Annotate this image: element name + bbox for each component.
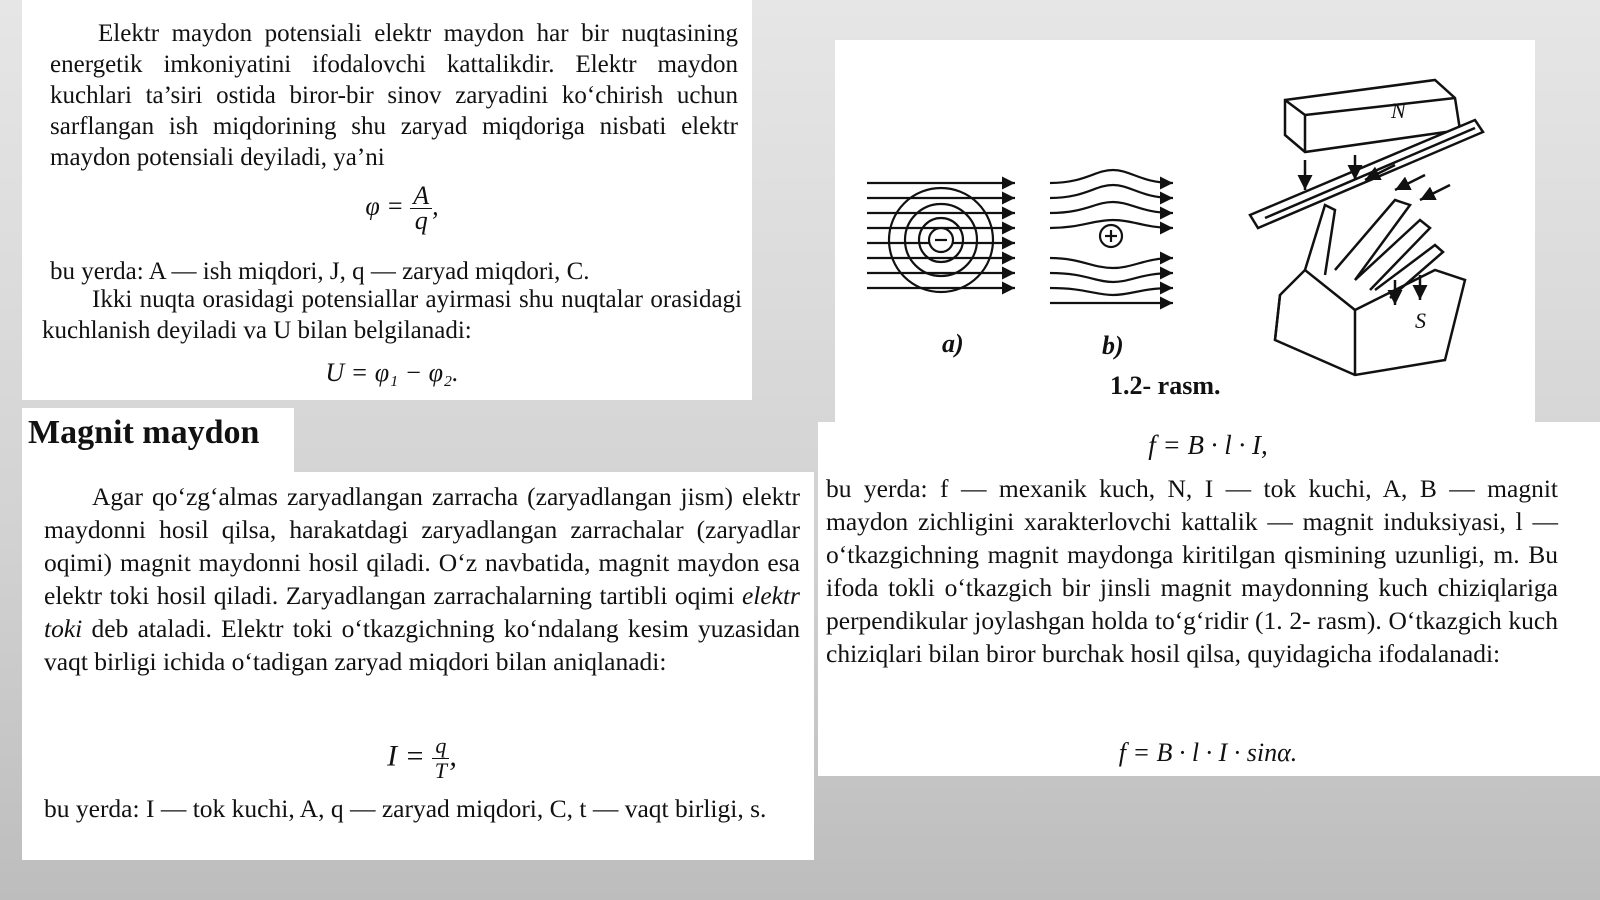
label-b: b): [1102, 331, 1124, 360]
field-diagram-b: [1050, 170, 1173, 303]
magnet-south-label: S: [1415, 308, 1426, 333]
label-a: a): [942, 329, 964, 358]
figure-panel: [835, 40, 1535, 422]
potential-definition: Elektr maydon potensiali elektr maydon har bir nuqtasining energetik imkoniyatini ifodalovchi kattalikdir. Elektr maydon kuchlari ta’siri ostida biror-bir sinov zaryadini ko‘chirish uchun sarflangan ish miqdorining shu zaryad miqdoriga nisbati elektr maydon potensiali deyiladi, ya’ni: [50, 20, 738, 171]
force-formula: f = B · l · I,: [1148, 430, 1268, 460]
figure-illustration: [835, 40, 1535, 422]
current-term: elektr toki: [44, 581, 800, 643]
magnet-north-label: N: [1391, 98, 1406, 123]
field-diagram-a: [867, 183, 1015, 292]
current-formula: I = $\frac{q}{T}$ ,: [387, 733, 457, 783]
right-text-panel: [818, 422, 1600, 776]
potential-legend: bu yerda: A — ish miqdori, J, q — zaryad miqdori, C.: [50, 258, 590, 285]
figure-caption: 1.2- rasm.: [1110, 371, 1221, 400]
left-hand-rule-drawing: [1250, 80, 1483, 375]
force-sin-formula: f = B · l · I · sinα.: [1118, 738, 1298, 767]
force-paragraph: bu yerda: f — mexanik kuch, N, I — tok kuchi, A, B — magnit maydon zichligini xarakterlovchi kattalik — magnit induksiyasi, l — o‘tkazgichning magnit maydonga kiritilgan qismining uzunligi, m. Bu ifoda tokli o‘tkazgich bir jinsli magnit maydonning kuch chiziqlariga perpendikular joylashgan holda to‘g‘ridir (1. 2- rasm). O‘tkazgich kuch chiziqlari bilan biror burchak hosil qilsa, quyidagicha ifodalanadi:: [826, 474, 1558, 668]
potential-paragraph: [50, 18, 738, 173]
voltage-paragraph: Ikki nuqta orasidagi potensiallar ayirmasi shu nuqtalar orasidagi kuchlanish deyiladi va U bilan belgilanadi:: [42, 286, 742, 344]
top-left-panel: [22, 0, 752, 400]
potential-formula: φ = $\frac{A}{q}$ ,: [365, 181, 439, 235]
current-paragraph: Agar qo‘zg‘almas zaryadlangan zarracha (zaryadlangan jism) elektr maydonni hosil qilsa, harakatdagi zaryadlangan zarrachalar (zaryadlar oqimi) magnit maydonni hosil qiladi. O‘z navbatida, magnit maydon esa elektr toki hosil qiladi. Zaryadlangan zarrachalarning tartibli oqimi elektr toki deb ataladi. Elektr toki o‘tkazgichning ko‘ndalang kesim yuzasidan vaqt birligi ichida o‘tadigan zaryad miqdori bilan aniqlanadi:: [44, 482, 800, 676]
section-heading: Magnit maydon: [28, 414, 260, 451]
voltage-formula: U = φ₁ − φ₂.: [325, 358, 459, 387]
bottom-left-panel: [22, 472, 814, 860]
current-legend: bu yerda: I — tok kuchi, A, q — zaryad miqdori, C, t — vaqt birligi, s.: [44, 794, 767, 823]
